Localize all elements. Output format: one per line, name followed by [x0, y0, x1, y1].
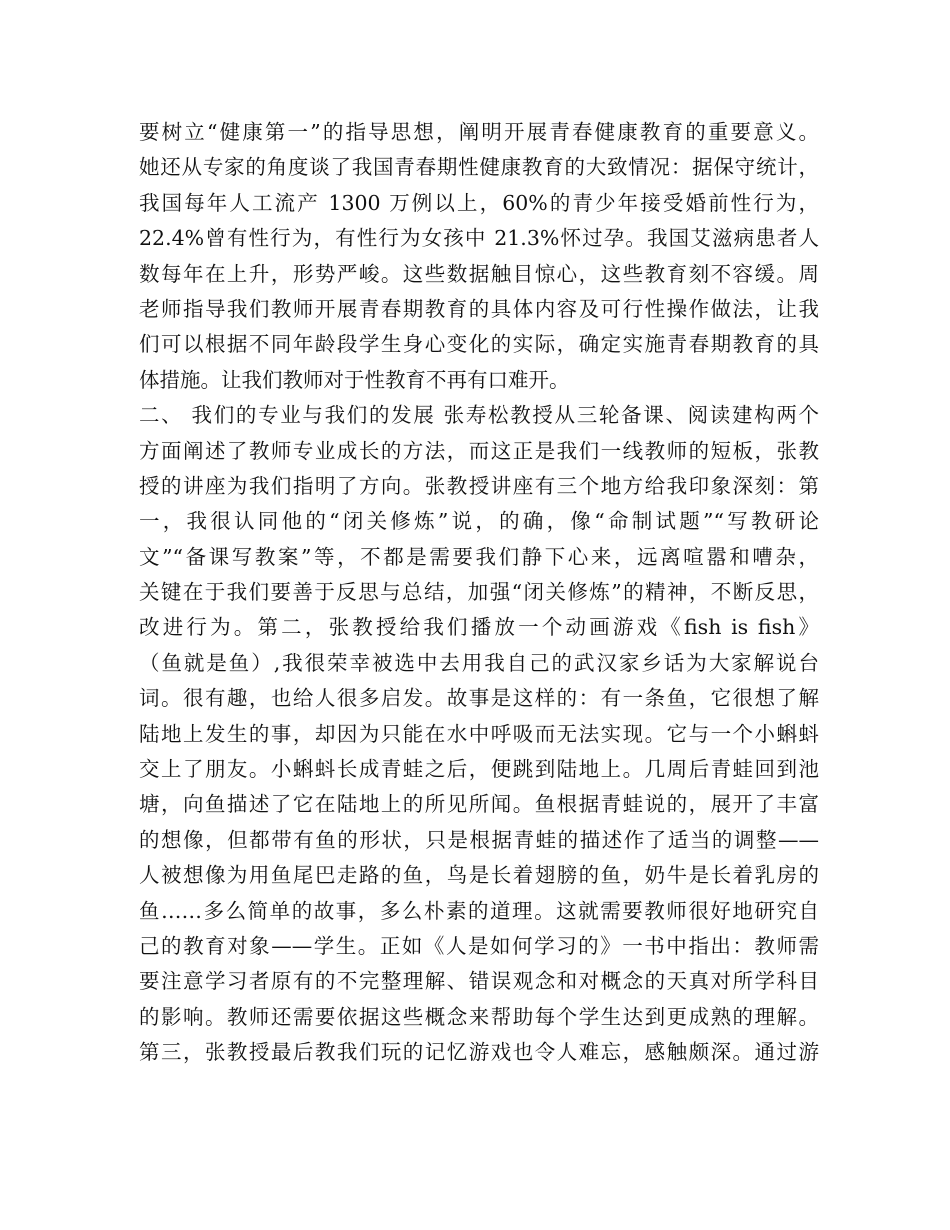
text-line: 文”“备课写教案”等，不都是需要我们静下心来，远离喧嚣和嘈杂，	[139, 544, 819, 569]
text-line: 的影响。教师还需要依据这些概念来帮助每个学生达到更成熟的理解。	[139, 1004, 819, 1029]
text-line: 第三，张教授最后教我们玩的记忆游戏也令人难忘，感触颇深。通过游	[139, 1040, 819, 1065]
text-line: 一，我很认同他的“闭关修炼”说，的确，像“命制试题”“写教研论	[139, 509, 819, 534]
text-line: 老师指导我们教师开展青春期教育的具体内容及可行性操作做法，让我	[139, 296, 819, 321]
text-line: 要注意学习者原有的不完整理解、错误观念和对概念的天真对所学科目	[139, 969, 819, 994]
text-line: 鱼……多么简单的故事，多么朴素的道理。这就需要教师很好地研究自	[139, 898, 819, 923]
text-line: 人被想像为用鱼尾巴走路的鱼，鸟是长着翅膀的鱼，奶牛是长着乳房的	[139, 863, 819, 888]
text-line: 要树立“健康第一”的指导思想，阐明开展青春健康教育的重要意义。	[139, 120, 819, 144]
text-line: 方面阐述了教师专业成长的方法，而这正是我们一线教师的短板，张教	[139, 438, 819, 463]
body-text	[139, 115, 819, 1071]
text-line: 改进行为。第二，张教授给我们播放一个动画游戏《fish is fish》	[139, 615, 819, 640]
text-line: 关键在于我们要善于反思与总结，加强“闭关修炼”的精神，不断反思，	[139, 580, 819, 605]
text-line: 体措施。让我们教师对于性教育不再有口难开。	[139, 367, 570, 392]
text-line: 授的讲座为我们指明了方向。张教授讲座有三个地方给我印象深刻：第	[139, 473, 819, 498]
text-line: 陆地上发生的事，却因为只能在水中呼吸而无法实现。它与一个小蝌蚪	[139, 721, 819, 746]
text-line: （鱼就是鱼）,我很荣幸被选中去用我自己的武汉家乡话为大家解说台	[139, 650, 819, 675]
text-line: 22.4%曾有性行为，有性行为女孩中 21.3%怀过孕。我国艾滋病患者人	[139, 226, 819, 251]
text-line: 词。很有趣，也给人很多启发。故事是这样的：有一条鱼，它很想了解	[139, 686, 819, 711]
text-line: 塘，向鱼描述了它在陆地上的所见所闻。鱼根据青蛙说的，展开了丰富	[139, 792, 819, 817]
text-line: 她还从专家的角度谈了我国青春期性健康教育的大致情况：据保守统计，	[139, 155, 819, 180]
text-line: 己的教育对象——学生。正如《人是如何学习的》一书中指出：教师需	[139, 933, 819, 958]
text-line: 交上了朋友。小蝌蚪长成青蛙之后，便跳到陆地上。几周后青蛙回到池	[139, 757, 819, 782]
text-line: 的想像，但都带有鱼的形状，只是根据青蛙的描述作了适当的调整——	[139, 827, 819, 852]
text-line: 我国每年人工流产 1300 万例以上，60%的青少年接受婚前性行为，	[139, 190, 819, 215]
text-line: 数每年在上升，形势严峻。这些数据触目惊心，这些教育刻不容缓。周	[139, 261, 819, 286]
text-line: 二、 我们的专业与我们的发展 张寿松教授从三轮备课、阅读建构两个	[139, 403, 819, 428]
text-line: 们可以根据不同年龄段学生身心变化的实际，确定实施青春期教育的具	[139, 332, 819, 357]
